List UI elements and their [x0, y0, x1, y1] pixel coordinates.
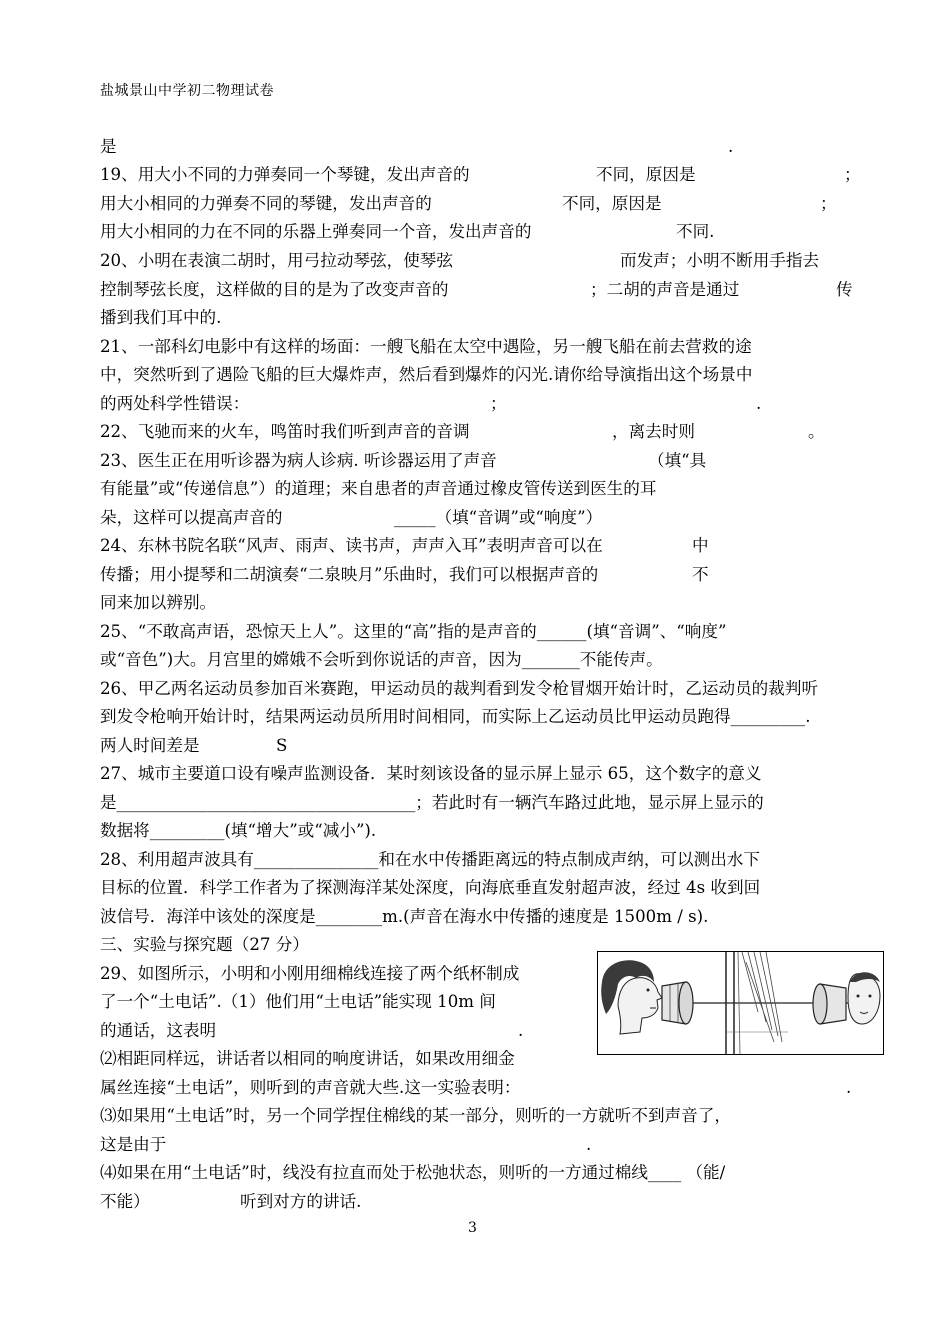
string-telephone-illustration [598, 952, 883, 1054]
string-telephone-figure [597, 951, 884, 1055]
question-26-line-2: 到发令枪响开始计时，结果两运动员所用时间相同，而实际上乙运动员比甲运动员跑得_________. [100, 707, 811, 726]
question-23-line-1: 23、医生正在用听诊器为病人诊病. 听诊器运用了声音 （填“具 [100, 451, 707, 470]
question-27-line-1: 27、城市主要道口设有噪声监测设备．某时刻该设备的显示屏上显示 65，这个数字的意义 [100, 764, 762, 783]
question-25-line-2: 或“音色”)大。月宫里的嫦娥不会听到你说话的声音，因为_______不能传声。 [100, 650, 663, 669]
question-28-line-1: 28、利用超声波具有_______________和在水中传播距离远的特点制成声纳，可以测出水下 [100, 850, 760, 869]
question-29-line-2: 了一个“土电话”.（1）他们用“土电话”能实现 10m 间 [100, 992, 496, 1011]
text-line: 是 . [100, 137, 734, 156]
question-21-line-3: 的两处科学性错误： ； . [100, 394, 762, 413]
question-20-line-3: 播到我们耳中的. [100, 308, 222, 327]
page-number: 3 [468, 1220, 477, 1236]
question-29-line-6: ⑶如果用“土电话”时，另一个同学捏住棉线的某一部分，则听的一方就听不到声音了， [100, 1106, 731, 1125]
question-23-line-3: 朵，这样可以提高声音的 _____（填“音调”或“响度”） [100, 508, 603, 527]
question-20-line-1: 20、小明在表演二胡时，用弓拉动琴弦，使琴弦 而发声；小明不断用手指去 [100, 251, 820, 270]
question-27-line-3: 数据将_________(填“增大”或“减小”). [100, 821, 377, 840]
question-28-line-2: 目标的位置．科学工作者为了探测海洋某处深度，向海底垂直发射超声波，经过 4s 收到回 [100, 878, 761, 897]
question-21-line-1: 21、一部科幻电影中有这样的场面：一艘飞船在太空中遇险，另一艘飞船在前去营救的途 [100, 337, 752, 356]
question-29-line-1: 29、如图所示，小明和小刚用细棉线连接了两个纸杯制成 [100, 964, 520, 983]
question-29-line-7: 这是由于 . [100, 1135, 592, 1154]
question-27-line-2: 是____________________________________；若此时有一辆汽车路过此地，显示屏上显示的 [100, 793, 764, 812]
question-20-line-2: 控制琴弦长度，这样做的目的是为了改变声音的 ；二胡的声音是通过 传 [100, 280, 853, 299]
question-29-line-5: 属丝连接“土电话”，则听到的声音就大些.这一实验表明： . [100, 1078, 852, 1097]
question-24-line-2: 传播；用小提琴和二胡演奏“二泉映月”乐曲时，我们可以根据声音的 不 [100, 565, 709, 584]
question-26-line-3: 两人时间差是 S [100, 736, 288, 755]
question-24-line-3: 同来加以辨别。 [100, 593, 217, 612]
question-25-line-1: 25、“不敢高声语，恐惊天上人”。这里的“高”指的是声音的______(填“音调”、“响度” [100, 622, 727, 641]
question-29-line-8: ⑷如果在用“土电话”时，线没有拉直而处于松弛状态，则听的一方通过棉线____ （能/ [100, 1163, 726, 1182]
question-29-line-3: 的通话，这表明 . [100, 1021, 524, 1040]
question-24-line-1: 24、东林书院名联“风声、雨声、读书声，声声入耳”表明声音可以在 中 [100, 536, 709, 555]
page-header: 盐城景山中学初二物理试卷 [100, 83, 274, 99]
question-19-line-2: 用大小相同的力弹奏不同的琴键，发出声音的 不同，原因是 ； [100, 194, 837, 213]
question-23-line-2: 有能量”或“传递信息”）的道理；来自患者的声音通过橡皮管传送到医生的耳 [100, 479, 657, 498]
question-28-line-3: 波信号．海洋中该处的深度是________m.(声音在海水中传播的速度是 1500m / s). [100, 907, 709, 926]
question-19-line-3: 用大小相同的力在不同的乐器上弹奏同一个音，发出声音的 不同. [100, 222, 715, 241]
section-heading: 三、实验与探究题（27 分） [100, 935, 309, 954]
question-29-line-9: 不能） 听到对方的讲话. [100, 1192, 362, 1211]
question-26-line-1: 26、甲乙两名运动员参加百米赛跑，甲运动员的裁判看到发令枪冒烟开始计时，乙运动员的裁判听 [100, 679, 819, 698]
question-19-line-1: 19、用大小不同的力弹奏同一个琴键，发出声音的 不同，原因是 ； [100, 165, 861, 184]
question-29-line-4: ⑵相距同样远，讲话者以相同的响度讲话，如果改用细金 [100, 1049, 515, 1068]
question-21-line-2: 中，突然听到了遇险飞船的巨大爆炸声，然后看到爆炸的闪光.请你给导演指出这个场景中 [100, 365, 753, 384]
question-22-line: 22、飞驰而来的火车，鸣笛时我们听到声音的音调 ，离去时则 。 [100, 422, 825, 441]
